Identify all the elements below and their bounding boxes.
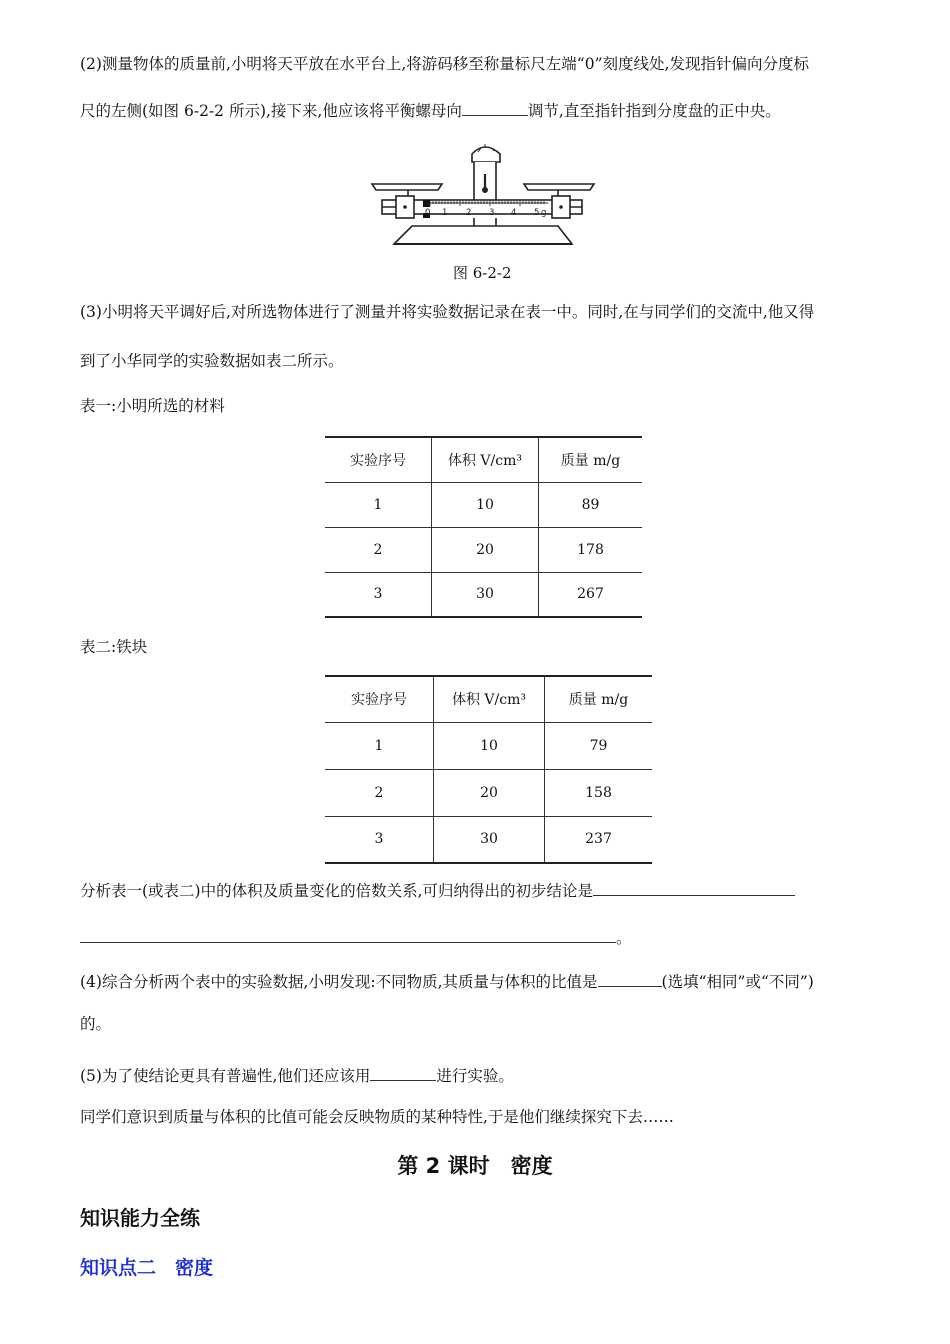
- analysis-line2: [80, 928, 632, 947]
- q5-prompt: (5)为了使结论更具有普遍性,他们还应该用: [80, 1067, 371, 1085]
- q4-line2: 的。: [80, 1015, 112, 1033]
- table-cell: 10: [434, 722, 545, 769]
- table1: [325, 436, 642, 618]
- q3-line2: 到了小华同学的实验数据如表二所示。: [80, 352, 344, 370]
- table-row: [325, 816, 652, 863]
- analysis-line1: [80, 881, 795, 900]
- analysis-answer-blank-1[interactable]: [593, 881, 795, 896]
- q3-line1: (3)小明将天平调好后,对所选物体进行了测量并将实验数据记录在表一中。同时,在与同学们的交流中,他又得: [80, 303, 815, 321]
- q5-line: [80, 1066, 514, 1085]
- table-row: [325, 527, 642, 572]
- scale-tick-3: 3: [489, 208, 495, 218]
- table-cell: 178: [539, 527, 643, 572]
- table-cell: 3: [325, 572, 432, 617]
- scale-unit: g: [541, 208, 547, 218]
- table-header-cell: 实验序号: [325, 437, 432, 482]
- analysis-answer-blank-2[interactable]: [80, 928, 616, 943]
- scale-tick-2: 2: [466, 208, 472, 218]
- table-cell: 1: [325, 482, 432, 527]
- table-row: [325, 482, 642, 527]
- table-cell: 10: [432, 482, 539, 527]
- table-row: [325, 769, 652, 816]
- table-cell: 267: [539, 572, 643, 617]
- table-row: [325, 572, 642, 617]
- table-cell: 20: [432, 527, 539, 572]
- scale-tick-1: 1: [442, 208, 448, 218]
- q4-prompt: (4)综合分析两个表中的实验数据,小明发现:不同物质,其质量与体积的比值是: [80, 973, 598, 991]
- balance-scale-icon: [368, 140, 598, 248]
- q4-answer-blank[interactable]: [598, 972, 662, 987]
- lesson-title: 第 2 课时 密度: [397, 1154, 553, 1178]
- table1-title: 表一:小明所选的材料: [80, 397, 225, 415]
- table-cell: 79: [545, 722, 653, 769]
- table-header-cell: 实验序号: [325, 676, 434, 722]
- table-row: [325, 722, 652, 769]
- q4-hint: (选填“相同”或“不同”): [661, 973, 814, 991]
- q5-answer-blank[interactable]: [370, 1066, 436, 1081]
- table-cell: 237: [545, 816, 653, 863]
- q2-line2-start: 尺的左侧(如图 6-2-2 所示),接下来,他应该将平衡螺母向: [80, 102, 462, 120]
- scale-tick-4: 4: [511, 208, 517, 218]
- table-cell: 2: [325, 769, 434, 816]
- section-title: 知识能力全练: [80, 1206, 200, 1230]
- table-cell: 1: [325, 722, 434, 769]
- q2-line2: [80, 101, 781, 120]
- q2-answer-blank[interactable]: [462, 101, 528, 116]
- closing-text: 同学们意识到质量与体积的比值可能会反映物质的某种特性,于是他们继续探究下去……: [80, 1108, 674, 1126]
- table2-title: 表二:铁块: [80, 638, 148, 656]
- q4-line1: [80, 972, 814, 991]
- scale-tick-0: 0: [425, 208, 431, 218]
- table2-header-row: [325, 676, 652, 722]
- q5-end: 进行实验。: [436, 1067, 514, 1085]
- table-cell: 20: [434, 769, 545, 816]
- table-header-cell: 质量 m/g: [545, 676, 653, 722]
- table1-header-row: [325, 437, 642, 482]
- knowledge-point-heading: 知识点二 密度: [80, 1257, 214, 1279]
- figure-caption: 图 6-2-2: [453, 264, 512, 282]
- table-cell: 158: [545, 769, 653, 816]
- table-cell: 89: [539, 482, 643, 527]
- table-cell: 30: [432, 572, 539, 617]
- analysis-prompt: 分析表一(或表二)中的体积及质量变化的倍数关系,可归纳得出的初步结论是: [80, 882, 594, 900]
- q2-line1: (2)测量物体的质量前,小明将天平放在水平台上,将游码移至称量标尺左端“0”刻度线处,发现指针偏向分度标: [80, 55, 809, 73]
- analysis-end: 。: [616, 929, 632, 947]
- table-header-cell: 体积 V/cm³: [432, 437, 539, 482]
- scale-tick-5: 5: [534, 208, 540, 218]
- table-cell: 2: [325, 527, 432, 572]
- table-cell: 30: [434, 816, 545, 863]
- balance-scale-figure: [368, 140, 598, 248]
- q2-line2-end: 调节,直至指针指到分度盘的正中央。: [527, 102, 781, 120]
- table-header-cell: 体积 V/cm³: [434, 676, 545, 722]
- table2: [325, 675, 652, 864]
- table-header-cell: 质量 m/g: [539, 437, 643, 482]
- table-cell: 3: [325, 816, 434, 863]
